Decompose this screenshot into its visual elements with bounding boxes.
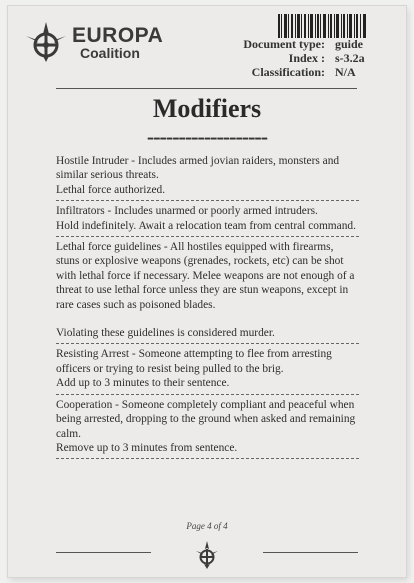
- section-note: Hold indefinitely. Await a relocation team from central command.: [56, 219, 356, 232]
- meta-doc-type-label: Document type:: [243, 37, 325, 51]
- section-text: Lethal force guidelines - All hostiles equipped with firearms, stuns or explosive weapons (grenades, rockets, etc) can be shot with lethal force if necessary. Melee weapons are not enough of a threat to use lethal force unless they are stun weapons, except in rare cases such as poisoned blades.: [56, 241, 355, 311]
- section-divider: [56, 200, 359, 201]
- meta-classification-value: N/A: [335, 65, 356, 79]
- logo-subtitle: Coalition: [80, 44, 140, 61]
- footer-divider-left: [56, 552, 151, 553]
- section-divider: [56, 394, 359, 395]
- document-meta: [203, 37, 395, 79]
- section-note: Lethal force authorized.: [56, 183, 166, 196]
- section-text: Infiltrators - Includes unarmed or poorly armed intruders.: [56, 205, 318, 218]
- document-page: [8, 6, 406, 577]
- page-number: Page 4 of 4: [186, 521, 228, 531]
- meta-doc-type: [203, 37, 395, 51]
- section-divider: [56, 458, 359, 459]
- meta-doc-type-value: guide: [335, 37, 364, 51]
- section-text: Hostile Intruder - Includes armed jovian raiders, monsters and similar serious threats.: [56, 155, 340, 182]
- meta-classification: [203, 65, 395, 79]
- coalition-emblem-icon: [195, 540, 219, 570]
- section-note: Violating these guidelines is considered murder.: [56, 327, 275, 340]
- section-infiltrators: [56, 204, 359, 233]
- title-underline: -------------------: [146, 124, 268, 149]
- section-note: Remove up to 3 minutes from sentence.: [56, 441, 238, 454]
- meta-index-value: s-3.2a: [335, 51, 365, 65]
- section-text: Resisting Arrest - Someone attempting to flee from arresting officers or trying to resist being pulled to the brig.: [56, 348, 332, 375]
- section-resisting-arrest: [56, 347, 359, 390]
- section-divider: [56, 343, 359, 344]
- meta-index: [203, 51, 395, 65]
- page-title: Modifiers: [152, 94, 262, 123]
- section-lethal-force-guidelines: [56, 240, 359, 340]
- section-note: Add up to 3 minutes to their sentence.: [56, 377, 230, 390]
- logo-title: EUROPA: [72, 23, 164, 47]
- europa-coalition-logo: [24, 20, 163, 64]
- meta-classification-label: Classification:: [251, 65, 325, 79]
- meta-index-label: Index :: [288, 51, 325, 65]
- footer-divider-right: [263, 552, 358, 553]
- section-cooperation: [56, 398, 359, 456]
- document-body: [56, 154, 359, 462]
- section-hostile-intruder: [56, 154, 359, 197]
- header-divider: [56, 88, 357, 89]
- barcode-icon: [278, 14, 366, 38]
- coalition-emblem-icon: [24, 20, 68, 64]
- section-divider: [56, 236, 359, 237]
- section-text: Cooperation - Someone completely compliant and peaceful when being arrested, dropping to the ground when asked and remaining calm.: [56, 398, 356, 440]
